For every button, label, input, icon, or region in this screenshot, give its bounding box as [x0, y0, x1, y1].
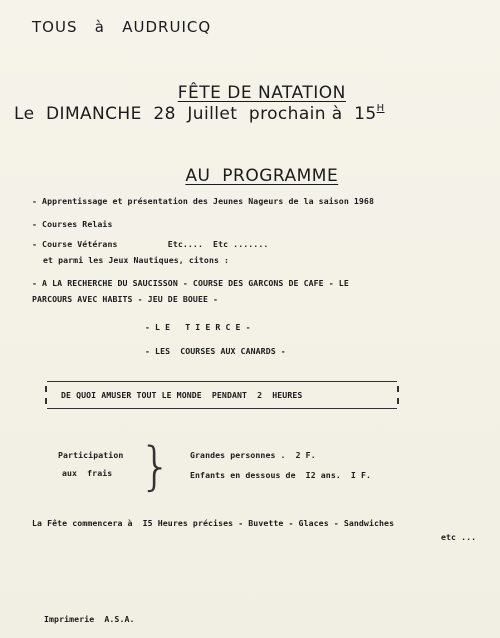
program-item-jeux-intro: et parmi les Jeux Nautiques, citons :	[43, 255, 230, 265]
fees-label-line-1: Participation	[58, 450, 124, 460]
program-games-line-2: PARCOURS AVEC HABITS - JEU DE BOUEE -	[32, 294, 219, 304]
event-date	[14, 103, 385, 124]
start-time-etc: etc ...	[441, 532, 477, 542]
program-item-veterans: - Course Vétérans Etc.... Etc .......	[32, 239, 269, 249]
program-item-apprentissage: - Apprentissage et présentation des Jeunes Nageurs de la saison 1968	[32, 196, 374, 206]
event-date-text: Le DIMANCHE 28 Juillet prochain à 15	[14, 104, 377, 124]
program-tierce: - L E T I E R C E -	[145, 322, 251, 332]
program-heading-text: AU PROGRAMME	[185, 166, 339, 186]
event-title-text: FÊTE DE NATATION	[177, 83, 346, 103]
fees-label-line-2: aux frais	[62, 468, 113, 478]
program-canards: - LES COURSES AUX CANARDS -	[145, 346, 286, 356]
printer-credit: Imprimerie A.S.A.	[44, 614, 135, 624]
fees-adults: Grandes personnes . 2 F.	[190, 450, 316, 460]
fees-children: Enfants en dessous de I2 ans. I F.	[190, 470, 372, 480]
highlight-text: DE QUOI AMUSER TOUT LE MONDE PENDANT 2 HEURES	[61, 390, 303, 400]
highlight-box	[47, 381, 397, 409]
event-date-hour-suffix: H	[376, 103, 385, 114]
fees-brace: }	[139, 437, 173, 497]
program-games-line-1: - A LA RECHERCHE DU SAUCISSON - COURSE DES GARCONS DE CAFE - LE	[32, 278, 349, 288]
start-time-line: La Fête commencera à I5 Heures précises - Buvette - Glaces - Sandwiches	[32, 518, 395, 528]
place-heading: TOUS à AUDRUICQ	[32, 18, 212, 36]
program-item-relais: - Courses Relais	[32, 219, 113, 229]
